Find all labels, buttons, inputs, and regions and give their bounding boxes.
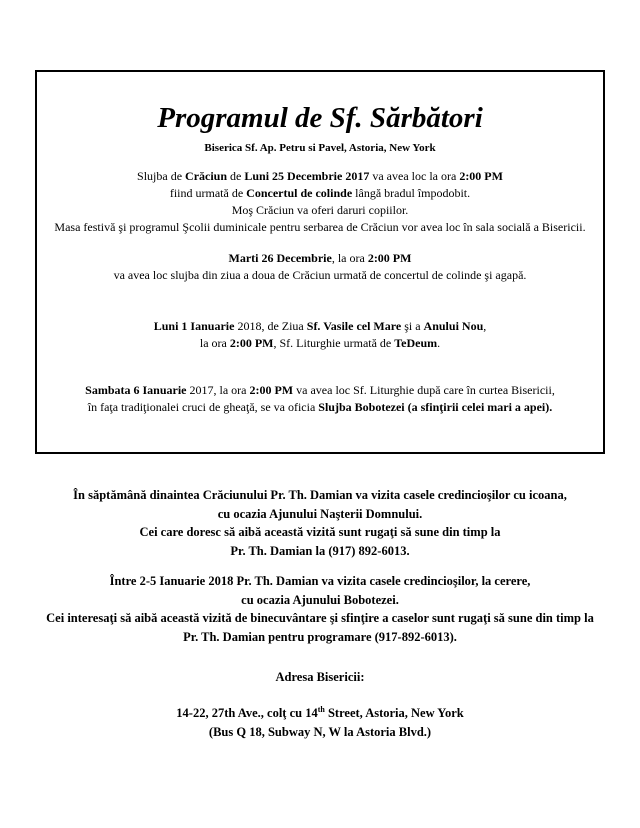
epiphany-line-1: Sambata 6 Ianuarie 2017, la ora 2:00 PM va avea loc Sf. Liturghie după care în curtea Bisericii, — [85, 383, 555, 397]
visits2-line-4: Pr. Th. Damian pentru programare (917-892-6013). — [183, 629, 457, 644]
christmas-visits-notice — [0, 486, 640, 560]
epiphany-line-2: în faţa tradiţionalei cruci de gheaţă, se va oficia Slujba Bobotezei (a sfinţirii celei mari a apei). — [87, 400, 553, 414]
address-line-1: 14-22, 27th Ave., colţ cu 14th Street, Astoria, New York — [176, 704, 464, 720]
christmas-line-1: Slujba de Crăciun de Luni 25 Decembrie 2017 va avea loc la ora 2:00 PM — [137, 169, 503, 183]
church-address — [0, 704, 640, 741]
epiphany-paragraph — [37, 382, 603, 416]
address-heading: Adresa Bisericii: — [275, 670, 365, 684]
visits2-line-2: cu ocazia Ajunului Bobotezei. — [241, 592, 399, 607]
new-year-line-1: Luni 1 Ianuarie 2018, de Ziua Sf. Vasile cel Mare şi a Anului Nou, — [153, 319, 487, 333]
address-line-2: (Bus Q 18, Subway N, W la Astoria Blvd.) — [208, 724, 432, 739]
visits1-line-3: Cei care doresc să aibă această vizită sunt rugaţi să sune din timp la — [139, 525, 501, 539]
page-title: Programul de Sf. Sărbători — [157, 102, 483, 134]
second-day-line-1: Marti 26 Decembrie, la ora 2:00 PM — [228, 251, 412, 265]
second-day-line-2: va avea loc slujba din ziua a doua de Crăciun urmată de concertul de colinde şi agapă. — [113, 268, 527, 282]
epiphany-visits-notice — [0, 572, 640, 646]
christmas-paragraph — [37, 168, 603, 236]
church-subtitle: Biserica Sf. Ap. Petru si Pavel, Astoria, New York — [204, 142, 436, 154]
visits2-line-3: Cei interesaţi să aibă această vizită de binecuvântare şi sfinţire a caselor sunt rugaţi să sune din timp la — [46, 611, 594, 625]
second-day-paragraph — [37, 250, 603, 284]
new-year-line-2: la ora 2:00 PM, Sf. Liturghie urmată de TeDeum. — [199, 336, 441, 350]
new-year-paragraph — [37, 318, 603, 352]
visits1-line-1: În săptămână dinaintea Crăciunului Pr. Th. Damian va vizita casele credincioşilor cu icoana, — [73, 488, 567, 502]
visits1-line-2: cu ocazia Ajunului Naşterii Domnului. — [217, 506, 423, 521]
christmas-line-4: Masa festivă şi programul Şcolii duminicale pentru serbarea de Crăciun vor avea loc în sala socială a Bisericii. — [54, 220, 586, 234]
christmas-line-2: fiind urmată de Concertul de colinde lângă bradul împodobit. — [169, 186, 471, 200]
christmas-line-3: Moş Crăciun va oferi daruri copiilor. — [231, 203, 409, 217]
visits1-line-4: Pr. Th. Damian la (917) 892-6013. — [230, 543, 410, 558]
visits2-line-1: Între 2-5 Ianuarie 2018 Pr. Th. Damian va vizita casele credincioşilor, la cerere, — [109, 574, 531, 588]
